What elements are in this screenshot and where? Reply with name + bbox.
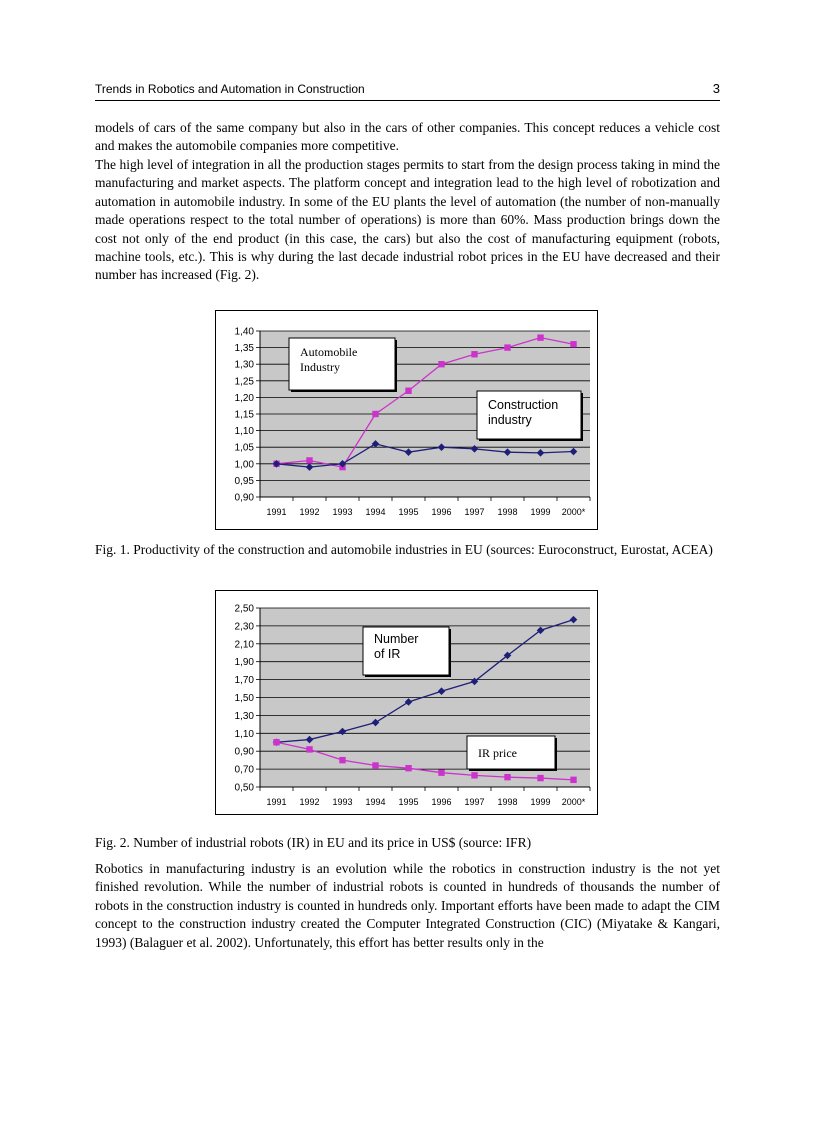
data-point [306,457,312,463]
data-point [537,775,543,781]
series-label: industry [488,413,532,427]
y-tick-label: 0,90 [234,492,254,504]
y-tick-label: 1,00 [234,459,254,471]
y-tick-label: 1,10 [234,728,254,740]
y-tick-label: 1,25 [234,376,254,388]
x-tick-label: 1998 [497,797,518,807]
x-tick-label: 1996 [431,507,452,517]
data-point [438,769,444,775]
y-tick-label: 1,20 [234,392,254,404]
y-tick-label: 2,50 [234,603,254,615]
series-label: Construction [488,398,559,412]
data-point [339,757,345,763]
series-label: Industry [300,360,340,374]
y-tick-label: 0,90 [234,746,254,758]
running-header [95,80,720,101]
x-tick-label: 1993 [332,507,353,517]
paragraph-1: models of cars of the same company but also in the cars of other companies. This concept reduces a vehicle cost and makes the automobile companies more competitive. [95,120,720,154]
x-tick-label: 1999 [530,797,551,807]
y-tick-label: 2,10 [234,639,254,651]
x-tick-label: 1997 [464,507,485,517]
data-point [306,746,312,752]
series-label: IR price [478,746,517,760]
data-point [471,772,477,778]
y-tick-label: 1,90 [234,657,254,669]
data-point [405,765,411,771]
x-tick-label: 1992 [299,507,320,517]
data-point [405,388,411,394]
data-point [372,762,378,768]
data-point [504,344,510,350]
y-tick-label: 1,35 [234,343,254,355]
productivity-chart [215,310,598,530]
y-tick-label: 1,05 [234,442,254,454]
y-tick-label: 2,30 [234,621,254,633]
data-point [570,777,576,783]
series-label: Number [374,632,419,646]
y-tick-label: 1,40 [234,326,254,338]
x-tick-label: 1991 [266,507,287,517]
data-point [273,739,279,745]
data-point [438,361,444,367]
x-tick-label: 1996 [431,797,452,807]
x-tick-label: 1999 [530,507,551,517]
x-tick-label: 1995 [398,797,419,807]
industrial-robots-chart [215,590,598,815]
y-tick-label: 0,50 [234,782,254,794]
x-tick-label: 2000* [561,507,586,517]
x-tick-label: 1998 [497,507,518,517]
paragraph-2: The high level of integration in all the production stages permits to start from the design process taking in mind the manufacturing and market aspects. The platform concept and integration lead to the high level of robotization and automation in automobile industry. In some of the EU plants the level of automation (the number of non-manually made operations respect to the total number of operations) is more than 60%. Mass production brings down the cost not only of the end product (in this case, the cars) but also the cost of manufacturing equipment (robots, machine tools, etc.). This is why during the last decade industrial robot prices in the EU have decreased and their number has increased (Fig. 2). [95,157,720,283]
x-tick-label: 1997 [464,797,485,807]
x-tick-label: 1992 [299,797,320,807]
x-tick-label: 1991 [266,797,287,807]
y-tick-label: 0,70 [234,764,254,776]
y-tick-label: 1,50 [234,693,254,704]
data-point [471,351,477,357]
figure-2-caption: Fig. 2. Number of industrial robots (IR) in EU and its price in US$ (source: IFR) [95,835,532,850]
x-tick-label: 1993 [332,797,353,807]
data-point [537,334,543,340]
data-point [372,411,378,417]
series-label: Automobile [300,345,358,359]
y-tick-label: 1,30 [234,710,254,722]
y-tick-label: 1,30 [234,359,254,371]
figure-1-caption: Fig. 1. Productivity of the construction and automobile industries in EU (sources: Euroconstruct, Eurostat, ACEA) [95,542,713,557]
y-tick-label: 1,10 [234,426,254,438]
y-tick-label: 1,70 [234,675,254,687]
series-label: of IR [374,647,401,661]
data-point [570,341,576,347]
x-tick-label: 1994 [365,507,386,517]
data-point [504,774,510,780]
y-tick-label: 0,95 [234,475,254,487]
page-number: 3 [712,81,720,96]
y-tick-label: 1,15 [234,409,254,421]
x-tick-label: 1995 [398,507,419,517]
x-tick-label: 1994 [365,797,386,807]
x-tick-label: 2000* [561,797,586,807]
paragraph-3: Robotics in manufacturing industry is an evolution while the robotics in construction industry is the not yet finished revolution. While the number of industrial robots is counted in hundreds of thousands the number of robots in the construction industry is counted in hundreds only. Important efforts have been made to adapt the CIM concept to the construction industry created the Computer Integrated Construction (CIC) (Miyatake & Kangari, 1993) (Balaguer et al. 2002). Unfortunately, this effort has better results only in the [95,861,720,950]
running-title: Trends in Robotics and Automation in Construction [95,82,365,96]
